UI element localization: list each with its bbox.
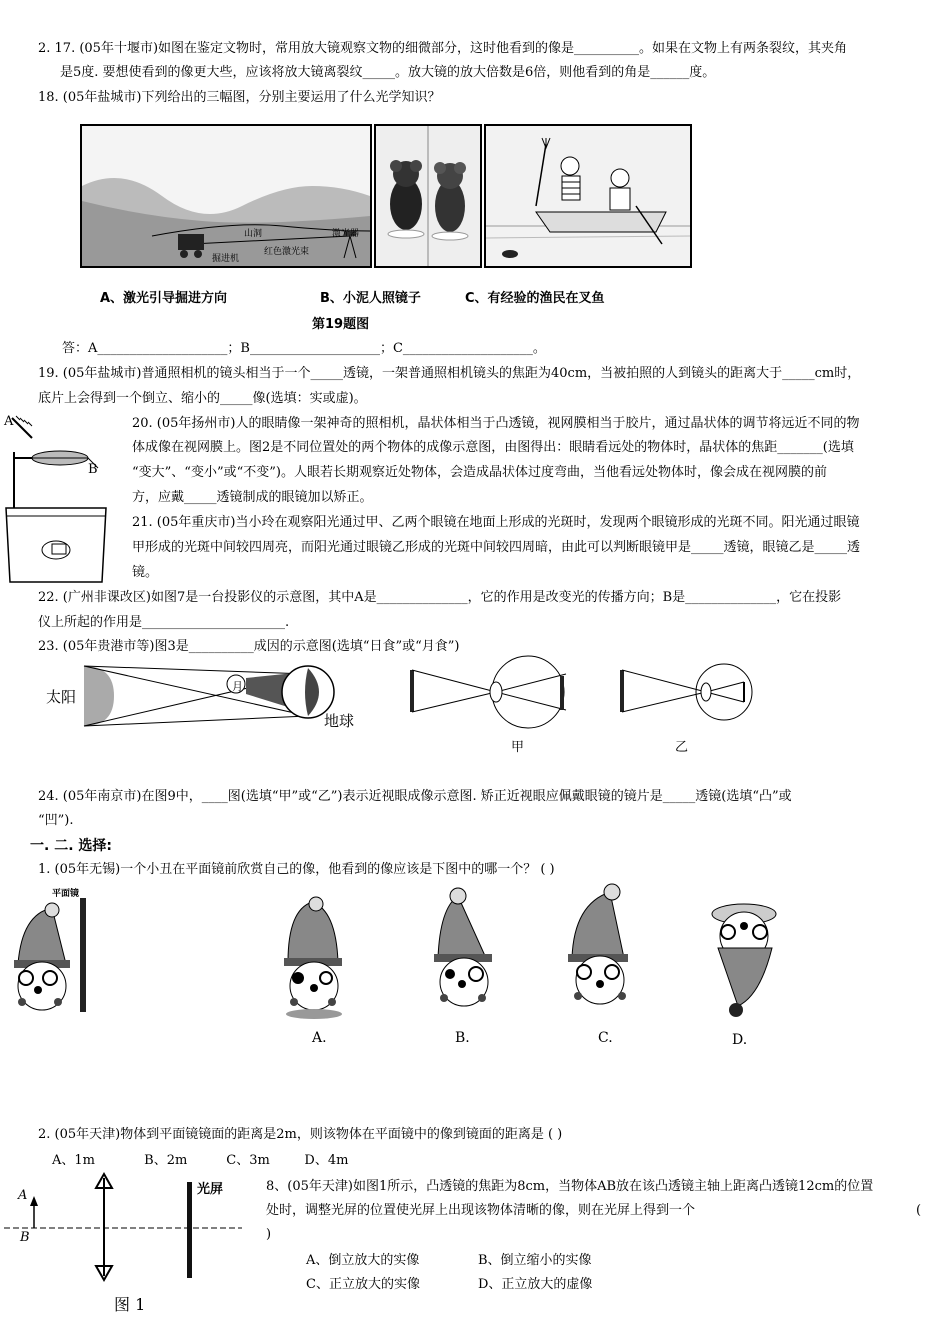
q19-line2: 底片上会得到一个倒立、缩小的_____像(选填：实或虚)。 (38, 391, 367, 406)
q23-line1: 23. (05年贵港市等)图3是__________成因的示意图(选填“日食”或“月食”) (38, 639, 460, 654)
machine-label: 掘进机 (212, 254, 240, 264)
laser-tunnel-figure (80, 124, 372, 268)
eye-jia-label: 甲 (511, 740, 525, 755)
clown-option-c[interactable] (556, 880, 646, 1010)
mountain-label: 山洞 (244, 229, 263, 239)
eclipse-figure (40, 660, 340, 740)
figure1-label-b: B (20, 1230, 30, 1245)
mc8-option-d[interactable]: D、正立放大的虚像 (478, 1277, 593, 1292)
fisherman-figure (484, 124, 692, 268)
mc8-paren-open: ( (916, 1203, 922, 1218)
figure1-label-a: A (18, 1188, 28, 1203)
mc2-options (52, 1150, 348, 1172)
sun-label: 太阳 (46, 688, 77, 706)
clown-option-a[interactable] (272, 892, 362, 1022)
q22-line1: 22. (广州非课改区)如图7是一台投影仪的示意图，其中A是______________，它的作用是改变光的传播方向；B是______________，它在投影 (38, 590, 842, 605)
caption-c: C、有经验的渔民在叉鱼 (465, 291, 605, 306)
q22-line2: 仪上所起的作用是______________________. (38, 615, 290, 630)
mc2-option-a[interactable]: A、1m (52, 1153, 95, 1168)
clown-option-b[interactable] (420, 884, 510, 1014)
mc2-question: 2. (05年天津)物体到平面镜镜面的距离是2m，则该物体在平面镜中的像到镜面的距离是 ( ) (38, 1127, 563, 1142)
q20-line4: 方，应戴_____透镜制成的眼镜加以矫正。 (132, 490, 373, 505)
q20-line3: “变大”、“变小”或“不变”)。人眼若长期观察近处物体，会造成晶状体过度弯曲，当他看远处物体时，像会成在视网膜的前 (132, 465, 827, 480)
laser-device-label: 激光器 (332, 229, 360, 239)
q21-line3: 镜。 (132, 565, 159, 580)
apparatus-label-a: A (4, 414, 14, 429)
q20-line1: 20. (05年扬州市)人的眼睛像一架神奇的照相机，晶状体相当于凸透镜，视网膜相当于胶片，通过晶状体的调节将远近不同的物 (132, 416, 860, 431)
eye-figure-yi (618, 664, 768, 724)
mc2-option-b[interactable]: B、2m (144, 1153, 188, 1168)
q18-title: 18. (05年盐城市)下列给出的三幅图，分别主要运用了什么光学知识？ (38, 90, 441, 105)
option-c-label[interactable]: C. (598, 1030, 613, 1046)
figure1-caption: 图 1 (114, 1295, 146, 1314)
caption-a: A、激光引导掘进方向 (100, 291, 228, 306)
section-title: 一. 二. 选择: (30, 838, 112, 854)
lens-apparatus-figure (2, 412, 128, 592)
mirror-label: 平面镜 (52, 889, 80, 899)
mc2-option-c[interactable]: C、3m (226, 1153, 270, 1168)
moon-label: 月 (232, 680, 243, 693)
mc8-option-c[interactable]: C、正立放大的实像 (306, 1277, 420, 1292)
q19-line1: 19. (05年盐城市)普通照相机的镜头相当于一个_____透镜，一架普通照相机镜头的焦距为40cm，当被拍照的人到镜头的距离大于_____cm时， (38, 366, 861, 381)
clay-mirror-figure (374, 124, 482, 268)
option-a-label[interactable]: A. (312, 1030, 327, 1046)
mc8-option-a[interactable]: A、倒立放大的实像 (306, 1253, 420, 1268)
q17-line1: 2. 17. (05年十堰市)如图在鉴定文物时，常用放大镜观察文物的细微部分，这时他看到的像是__________。如果在文物上有两条裂纹，其夹角 (38, 41, 848, 56)
mc2-option-d[interactable]: D、4m (304, 1153, 349, 1168)
eye-yi-label: 乙 (675, 740, 689, 755)
mc8-line1: 8、(05年天津)如图1所示，凸透镜的焦距为8cm，当物体AB放在该凸透镜主轴上距离凸透镜12cm的位置 (266, 1179, 874, 1194)
mc8-option-b[interactable]: B、倒立缩小的实像 (478, 1253, 592, 1268)
apparatus-label-b: B (88, 462, 98, 477)
laser-beam-label: 红色激光束 (264, 247, 310, 257)
clay-mirror-drawing (376, 126, 480, 266)
clown-option-d[interactable] (700, 896, 790, 1026)
eye-figure-jia (408, 664, 578, 724)
q21-line1: 21. (05年重庆市)当小玲在观察阳光通过甲、乙两个眼镜在地面上形成的光斑时，发现两个眼镜形成的光斑不同。阳光通过眼镜 (132, 515, 860, 530)
mc1-question: 1. (05年无锡)一个小丑在平面镜前欣赏自己的像，他看到的像应该是下图中的哪一个？ ( ) (38, 862, 555, 877)
q18-answer: 答：A____________________；B____________________；C____________________。 (62, 341, 546, 356)
figure-title: 第19题图 (312, 317, 370, 332)
caption-b: B、小泥人照镜子 (320, 291, 421, 306)
q21-line2: 甲形成的光斑中间较四周亮，而阳光通过眼镜乙形成的光斑中间较四周暗，由此可以判断眼镜甲是_____透镜，眼镜乙是_____透 (132, 540, 861, 555)
q20-line2: 体成像在视网膜上。图2是不同位置处的两个物体的成像示意图，由图得出：眼睛看远处的物体时，晶状体的焦距_______(选填 (132, 440, 854, 455)
q17-line2: 是5度. 要想使看到的像更大些，应该将放大镜离裂纹_____。放大镜的放大倍数是6倍，则他看到的角是______度。 (60, 65, 716, 80)
mc8-line2: 处时，调整光屏的位置使光屏上出现该物体清晰的像，则在光屏上得到一个 (266, 1203, 696, 1218)
laser-tunnel-drawing (82, 126, 370, 266)
option-b-label[interactable]: B. (455, 1030, 470, 1046)
earth-label: 地球 (324, 712, 355, 730)
q24-line2: “凹”). (38, 813, 74, 828)
clown-original (2, 894, 102, 1024)
screen-label: 光屏 (197, 1182, 224, 1197)
fisherman-drawing (486, 126, 690, 266)
q24-line1: 24. (05年南京市)在图9中，____图(选填“甲”或“乙”)表示近视眼成像示意图. 矫正近视眼应佩戴眼镜的镜片是_____透镜(选填“凸”或 (38, 789, 792, 804)
option-d-label[interactable]: D. (732, 1032, 748, 1048)
mc8-paren-close: ) (266, 1227, 272, 1242)
